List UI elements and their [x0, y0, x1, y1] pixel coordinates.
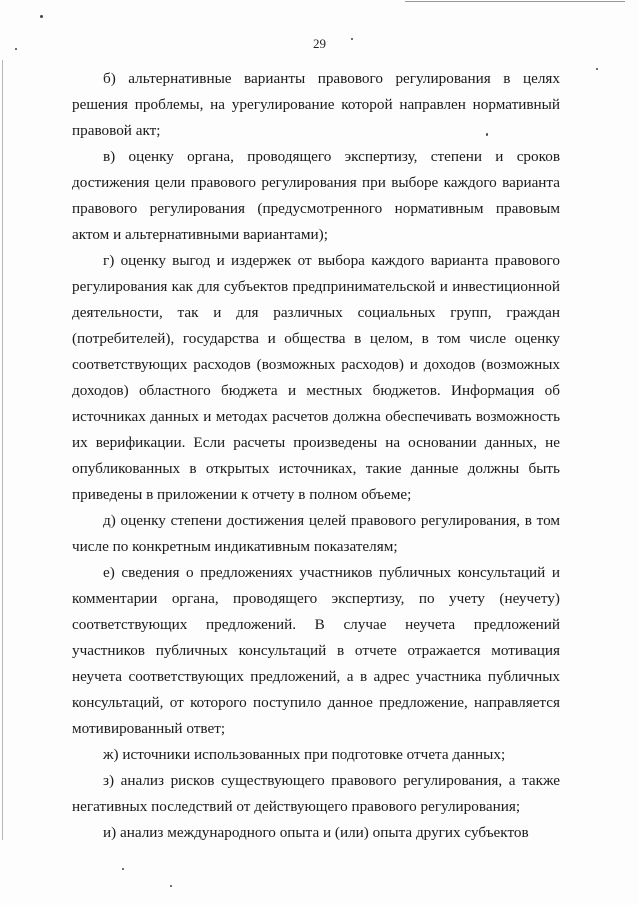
paragraph-d: д) оценку степени достижения целей правового регулирования, в том числе по конкретным индикативным показателям; [72, 512, 560, 555]
paragraph-zh: ж) источники использованных при подготовке отчета данных; [103, 746, 506, 763]
scan-speck [596, 68, 598, 70]
scan-edge-line-left [2, 60, 3, 840]
scan-speck [40, 15, 43, 18]
document-body [72, 66, 560, 846]
paragraph-v: в) оценку органа, проводящего экспертизу, степени и сроков достижения цели правового регулирования при выборе каждого варианта правового регулирования (предусмотренного нормативным правовым актом и альтернативными вариантами); [72, 148, 560, 243]
page-number: 29 [313, 36, 326, 51]
paragraph-e: е) сведения о предложениях участников публичных консультаций и комментарии органа, проводящего экспертизу, по учету (неучету) соответствующих предложений. В случае неучета предложений участников публичных консультаций в отчете отражается мотивация неучета соответствующих предложений, а в адрес участника публичных консультаций, от которого поступило данное предложение, направляется мотивированный ответ; [72, 564, 560, 737]
scan-speck [170, 885, 172, 887]
paragraph-z: з) анализ рисков существующего правового регулирования, а также негативных последствий от действующего правового регулирования; [72, 772, 560, 815]
scan-speck [122, 868, 124, 870]
paragraph-i: и) анализ международного опыта и (или) опыта других субъектов [103, 824, 529, 841]
paragraph-b: б) альтернативные варианты правового регулирования в целях решения проблемы, на урегулирование которой направлен нормативный правовой акт; [72, 70, 560, 139]
paragraph-g: г) оценку выгод и издержек от выбора каждого варианта правового регулирования как для субъектов предпринимательской и инвестиционной деятельности, так и для различных социальных групп, граждан (потребителей), государства и общества в целом, в том числе оценку соответствующих расходов (возможных расходов) и доходов (возможных доходов) областного бюджета и местных бюджетов. Информация об источниках данных и методах расчетов должна обеспечивать возможность их верификации. Если расчеты произведены на основании данных, не опубликованных в открытых источниках, такие данные должны быть приведены в приложении к отчету в полном объеме; [72, 252, 560, 503]
scan-edge-line-top [405, 1, 625, 2]
